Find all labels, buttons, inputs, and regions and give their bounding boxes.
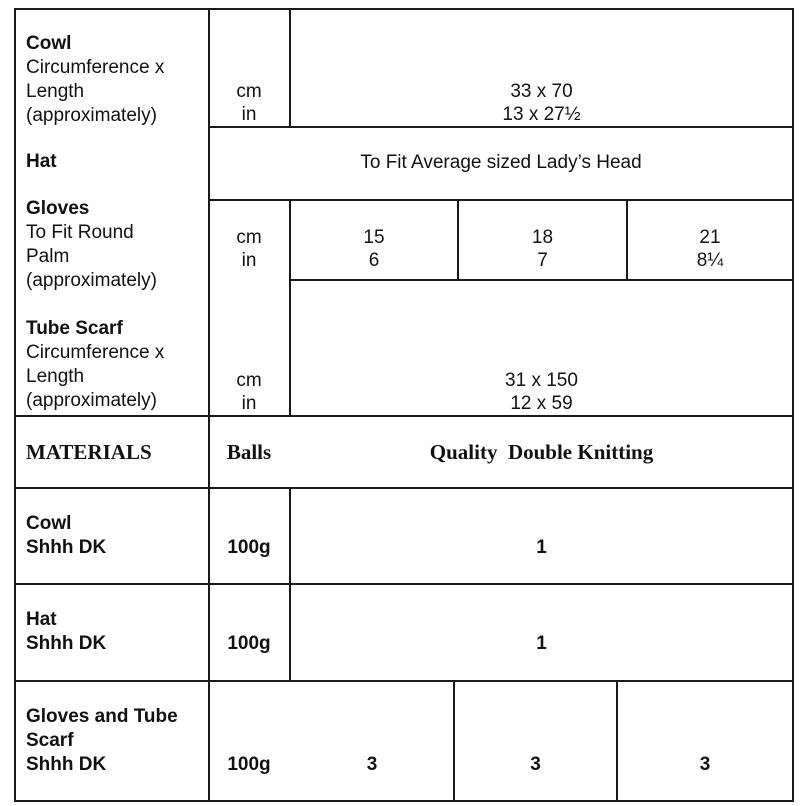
gloves-size-cm: 21 [699,227,721,248]
cowl-ball-quantity: 1 [536,537,547,558]
hat-heading: Hat [26,151,57,172]
gloves-sizes-bottom [289,279,794,281]
tube-scarf-desc-line: Length [26,366,85,387]
tube-scarf-heading: Tube Scarf [26,318,123,339]
cowl-ball-weight: 100g [227,537,271,558]
cowl-materials-label [26,512,106,560]
gloves-size-cm: 18 [531,227,554,248]
tube-scarf-unit-cm: cm [236,370,262,391]
cowl-materials-bottom [14,583,794,585]
gloves-size-in: 7 [537,250,548,271]
quality-header: Quality Double Knitting [429,440,654,464]
materials-row-line: Scarf [26,730,74,751]
hat-row-bottom [208,199,794,201]
cowl-size-label [26,32,164,128]
gloves-desc-line: Palm [26,246,70,267]
hat-materials-bottom [14,680,794,682]
table-border-top [14,8,794,10]
hat-ball-weight: 100g [227,633,271,654]
materials-row-line: Gloves and Tube [26,706,178,727]
gloves-size-label [26,197,157,293]
gloves-materials-divider-1 [453,680,455,802]
tube-scarf-value-cm: 31 x 150 [505,370,578,391]
materials-row-line: Cowl [26,513,72,534]
tube-scarf-value-in: 12 x 59 [510,393,573,414]
gloves-scarf-ball-weight: 100g [227,754,271,775]
gloves-scarf-ball-quantity: 3 [699,754,711,775]
gloves-scarf-materials-label [26,705,178,777]
materials-row-line: Shhh DK [26,537,107,558]
gloves-materials-divider-2 [616,680,618,802]
gloves-heading: Gloves [26,198,90,219]
gloves-unit-in: in [241,250,257,271]
gloves-desc-line: To Fit Round [26,222,134,243]
cowl-desc-line: Length [26,81,85,102]
materials-header: MATERIALS [26,440,152,464]
gloves-size-in: 8¼ [696,250,724,271]
cowl-unit-cm: cm [236,81,262,102]
tube-scarf-desc-line: Circumference x [26,342,165,363]
gloves-size-cm: 15 [363,227,385,248]
tube-scarf-unit-in: in [241,393,257,414]
cowl-heading: Cowl [26,33,72,54]
cowl-value-cm: 33 x 70 [510,81,573,102]
balls-header: Balls [226,440,272,464]
gloves-unit-cm: cm [236,227,262,248]
gloves-desc-line: (approximately) [26,270,157,291]
table-border-bottom [14,800,794,802]
tube-scarf-size-label [26,317,164,413]
hat-ball-quantity: 1 [536,633,547,654]
table-border-left [14,8,16,802]
materials-header-bottom [14,487,794,489]
hat-fit-text: To Fit Average sized Lady’s Head [360,152,642,173]
cowl-unit-in: in [241,104,257,125]
gloves-scarf-ball-quantity: 3 [366,754,378,775]
hat-materials-label [26,608,106,656]
gloves-scarf-ball-quantity: 3 [530,754,541,775]
materials-row-line: Hat [26,609,57,630]
cowl-value-in: 13 x 27½ [502,104,581,125]
gloves-size-in: 6 [368,250,380,271]
tube-scarf-desc-line: (approximately) [26,390,157,411]
materials-row-line: Shhh DK [26,633,107,654]
cowl-desc-line: (approximately) [26,105,157,126]
cowl-desc-line: Circumference x [26,57,165,78]
materials-row-line: Shhh DK [26,754,107,775]
